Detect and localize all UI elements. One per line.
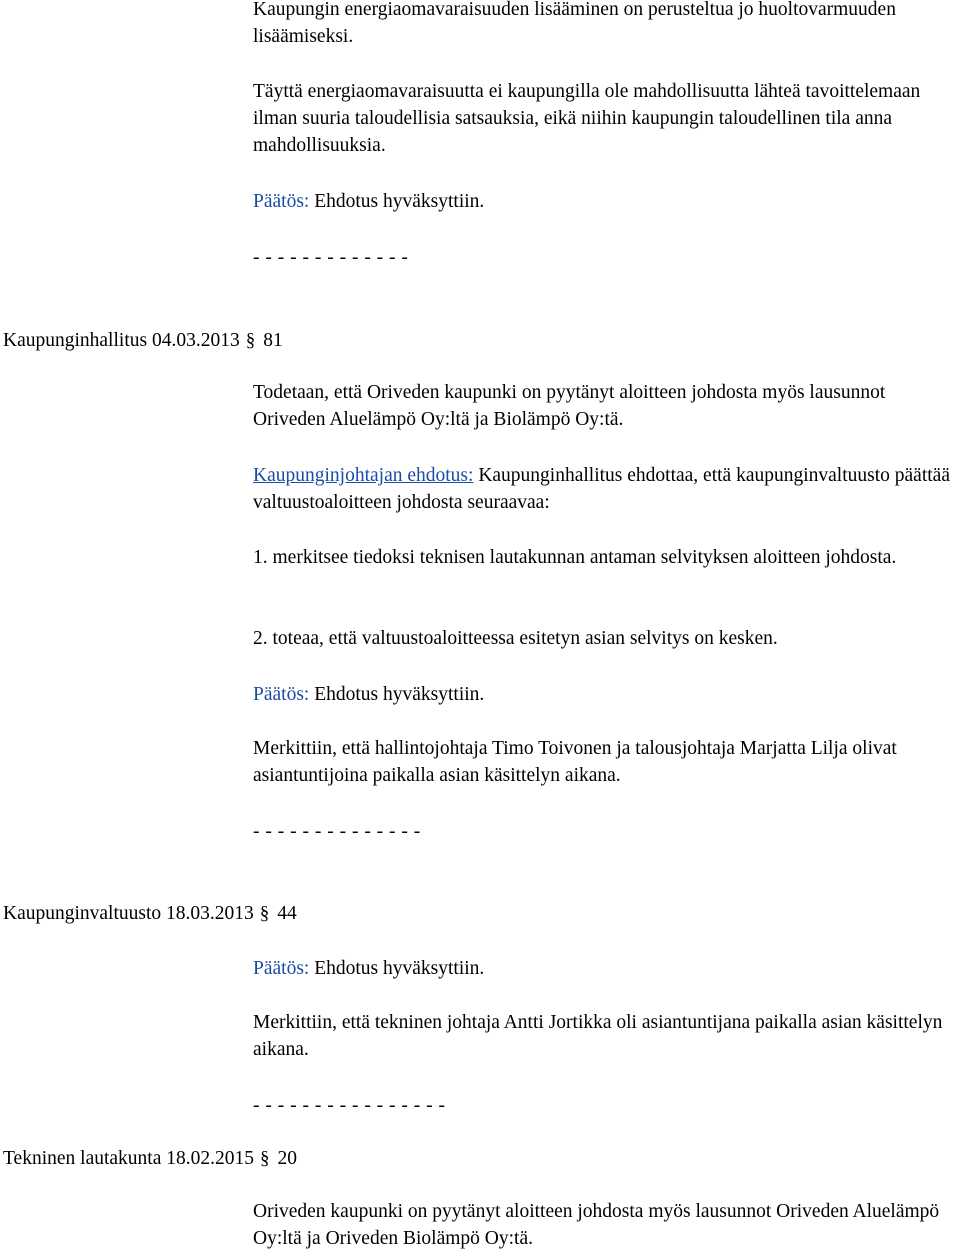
decision-text: Ehdotus hyväksyttiin. [314, 958, 485, 979]
section-3-paragraph-1: Oriveden kaupunki on pyytänyt aloitteen johdosta myös lausunnot Oriveden Aluelämpö Oy:ltä ja Oriveden Biolämpö Oy:tä. [253, 1201, 940, 1249]
section-1-note: Merkittiin, että hallintojohtaja Timo Toivonen ja talousjohtaja Marjatta Lilja olivat asiantuntijoina paikalla asian käsittelyn aikana. [253, 738, 897, 786]
section-1-decision [253, 681, 960, 708]
intro-paragraph-2: Täyttä energiaomavaraisuutta ei kaupungilla ole mahdollisuutta lähteä tavoittelemaan ilman suuria taloudellisia satsauksia, eikä niihin kaupungin taloudellinen tila anna mahdollisuuksia. [253, 81, 921, 156]
section-1-item-2: 2. toteaa, että valtuustoaloitteessa esitetyn asian selvitys on kesken. [253, 628, 778, 649]
section-1-proposal [253, 462, 960, 516]
section-sign-icon: § [259, 903, 270, 924]
section-1-item-1: 1. merkitsee tiedoksi teknisen lautakunnan antaman selvityksen aloitteen johdosta. [253, 547, 897, 568]
section-1-paragraph-1: Todetaan, että Oriveden kaupunki on pyytänyt aloitteen johdosta myös lausunnot Oriveden Aluelämpö Oy:ltä ja Biolämpö Oy:tä. [253, 382, 886, 430]
section-2-note: Merkittiin, että tekninen johtaja Antti Jortikka oli asiantuntijana paikalla asian käsittelyn aikana. [253, 1012, 943, 1060]
separator: - - - - - - - - - - - - - - [253, 821, 421, 842]
section-2-decision [253, 955, 960, 982]
intro-paragraph-1: Kaupungin energiaomavaraisuuden lisääminen on perusteltua jo huoltovarmuuden lisäämiseksi. [253, 0, 896, 47]
intro-decision [253, 188, 960, 215]
section-body: Kaupunginvaltuusto 18.03.2013 [3, 903, 254, 924]
separator: - - - - - - - - - - - - - - - - [253, 1095, 446, 1116]
decision-label: Päätös: [253, 684, 310, 705]
decision-label: Päätös: [253, 191, 310, 212]
section-sign-icon: § [260, 1148, 270, 1169]
section-number: 20 [277, 1148, 297, 1169]
decision-text: Ehdotus hyväksyttiin. [314, 191, 485, 212]
section-sign-icon: § [245, 330, 256, 351]
proposal-label: Kaupunginjohtajan ehdotus: [253, 465, 474, 486]
section-body: Kaupunginhallitus 04.03.2013 [3, 330, 240, 351]
separator: - - - - - - - - - - - - - [253, 247, 409, 268]
section-number: 81 [263, 330, 283, 351]
section-number: 44 [277, 903, 297, 924]
section-heading-kaupunginhallitus [3, 327, 283, 354]
proposal-text: Kaupunginhallitus ehdottaa, että kaupunginvaltuusto päättää valtuustoaloitteen johdosta seuraavaa: [253, 465, 950, 513]
section-body: Tekninen lautakunta 18.02.2015 [3, 1148, 254, 1169]
section-heading-kaupunginvaltuusto [3, 900, 297, 927]
decision-text: Ehdotus hyväksyttiin. [314, 684, 485, 705]
section-heading-tekninen-lautakunta [3, 1145, 297, 1172]
decision-label: Päätös: [253, 958, 310, 979]
